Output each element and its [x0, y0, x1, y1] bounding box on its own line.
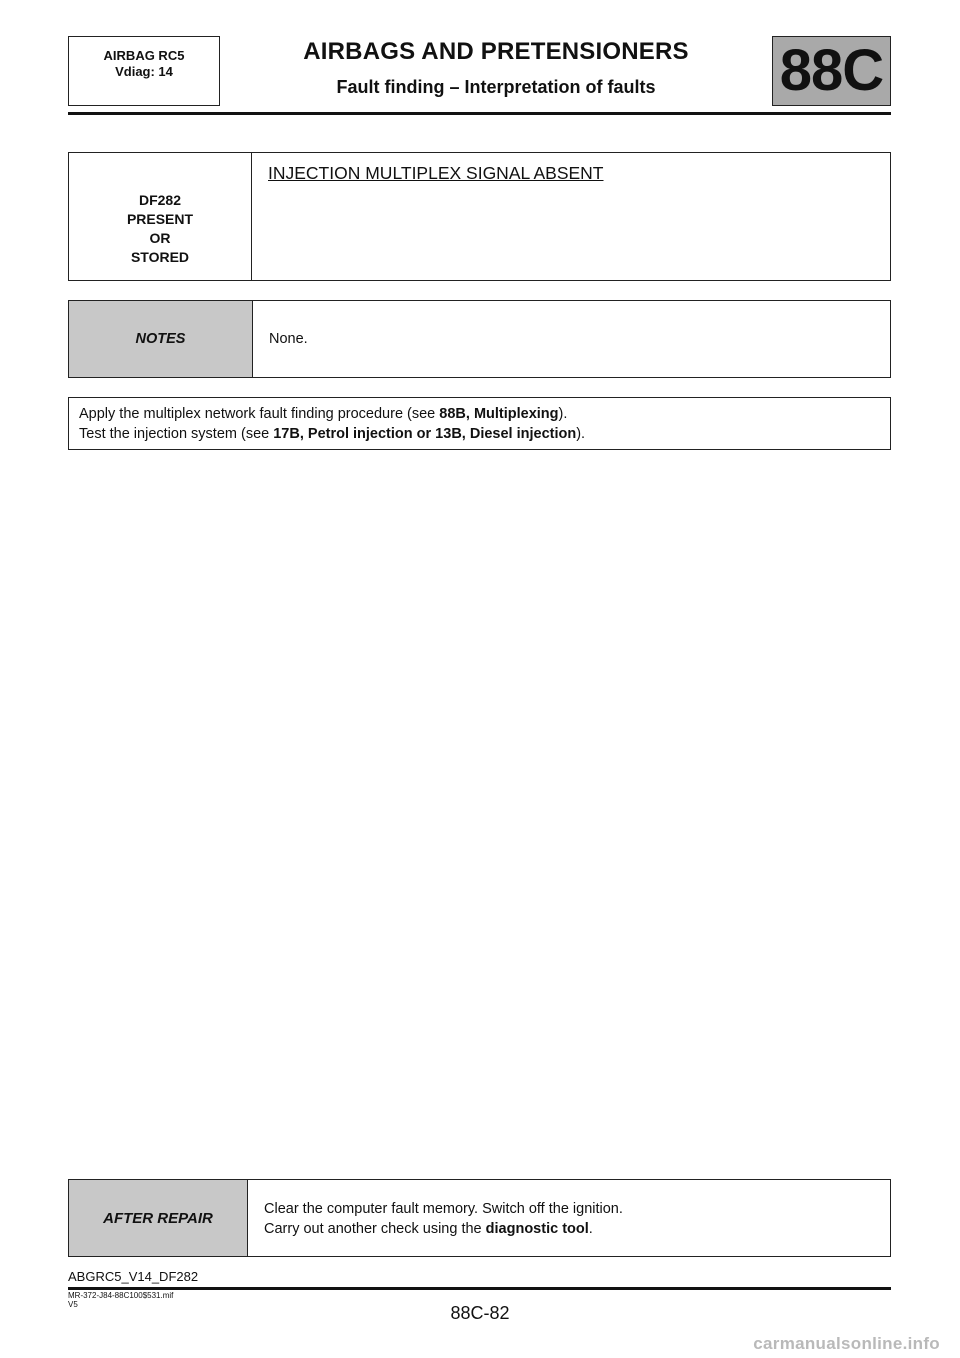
page-title: AIRBAGS AND PRETENSIONERS: [303, 38, 689, 65]
after-repair-line-2: [264, 1219, 874, 1239]
procedure-line-1-end: ).: [558, 406, 568, 422]
page-subtitle: Fault finding – Interpretation of faults: [336, 77, 656, 97]
vdiag-label: Vdiag: 14: [115, 64, 173, 79]
module-name: AIRBAG RC5: [103, 48, 185, 63]
fault-code: DF282: [138, 191, 182, 208]
procedure-line-2-text: Test the injection system (see: [79, 426, 274, 442]
document-reference: ABGRC5_V14_DF282: [68, 1269, 199, 1284]
footer-meta: [68, 1291, 173, 1309]
procedure-line-1-text: Apply the multiplex network fault finding procedure (see: [79, 406, 440, 422]
fault-state-or: OR: [149, 229, 171, 246]
fault-title-cell: [252, 153, 890, 280]
fault-status-cell: [69, 153, 252, 280]
watermark: carmanualsonline.info: [753, 1334, 940, 1353]
page-number: 88C-82: [450, 1303, 510, 1323]
after-repair-line-2-end: .: [588, 1221, 593, 1237]
notes-block: [68, 300, 891, 378]
procedure-line-2: [79, 424, 880, 444]
after-repair-block: [68, 1179, 891, 1257]
procedure-line-1: [79, 404, 880, 424]
version-label: V5: [68, 1300, 78, 1309]
notes-label: NOTES: [69, 301, 253, 377]
fault-state-present: PRESENT: [126, 210, 194, 227]
section-code: 88C: [772, 36, 891, 106]
fault-title: INJECTION MULTIPLEX SIGNAL ABSENT: [268, 163, 604, 183]
fault-state-stored: STORED: [130, 248, 190, 265]
injection-reference: 17B, Petrol injection or 13B, Diesel injection: [273, 426, 577, 442]
after-repair-label: AFTER REPAIR: [69, 1180, 248, 1256]
after-repair-line-1: Clear the computer fault memory. Switch off the ignition.: [264, 1201, 623, 1217]
header-rule: [68, 112, 891, 115]
module-box: [68, 36, 220, 106]
procedure-line-2-end: ).: [576, 426, 586, 442]
after-repair-text: [248, 1180, 890, 1256]
fault-block: [68, 152, 891, 281]
procedure-block: [68, 397, 891, 450]
diagnostic-tool-term: diagnostic tool: [485, 1221, 589, 1237]
footer-rule: [68, 1287, 891, 1290]
after-repair-line-2-text: Carry out another check using the: [264, 1221, 486, 1237]
mif-filename: MR-372-J84-88C100$531.mif: [68, 1291, 174, 1300]
multiplexing-reference: 88B, Multiplexing: [439, 406, 559, 422]
notes-text: None.: [269, 331, 308, 347]
